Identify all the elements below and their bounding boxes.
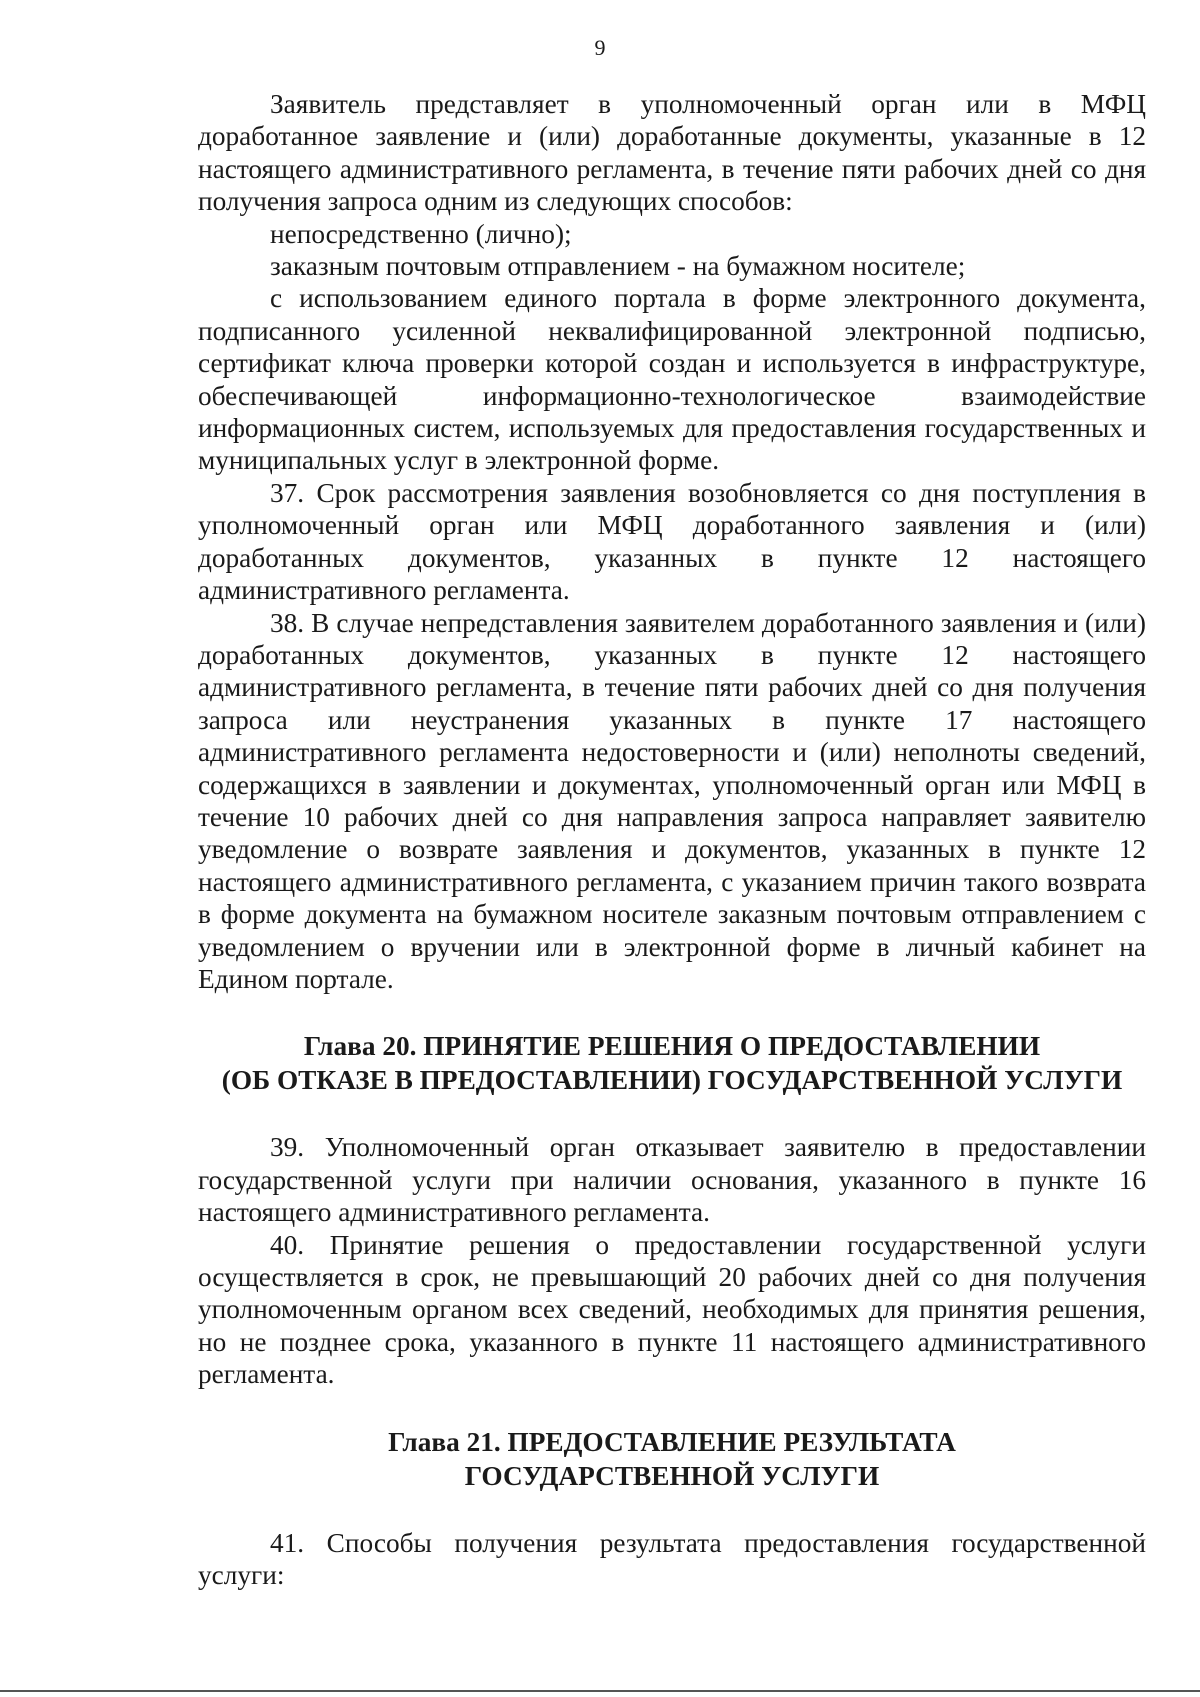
- chapter-21-heading: [198, 1425, 1146, 1493]
- chapter-20-heading-line1: Глава 20. ПРИНЯТИЕ РЕШЕНИЯ О ПРЕДОСТАВЛЕНИИ: [303, 1031, 1041, 1062]
- chapter-21-heading-line1: Глава 21. ПРЕДОСТАВЛЕНИЕ РЕЗУЛЬТАТА: [388, 1426, 956, 1457]
- paragraph-method-portal: с использованием единого портала в форме электронного документа, подписанного усиленной неквалифицированной электронной подписью, сертификат ключа проверки которой создан и используется в инфраструктуре, обеспечивающей информационно-технологическое взаимодействие информационных систем, используемых для предоставления государственных и муниципальных услуг в электронной форме.: [198, 283, 1146, 476]
- chapter-21-heading-line2: ГОСУДАРСТВЕННОЙ УСЛУГИ: [464, 1460, 880, 1491]
- chapter-20-heading: [198, 1029, 1146, 1097]
- paragraph-method-mail: заказным почтовым отправлением - на бумажном носителе;: [270, 251, 966, 282]
- page-number: 9: [594, 35, 606, 60]
- paragraph-41: 41. Способы получения результата предоставления государственной услуги:: [198, 1527, 1146, 1591]
- chapter-20-heading-line2: (ОБ ОТКАЗЕ В ПРЕДОСТАВЛЕНИИ) ГОСУДАРСТВЕННОЙ УСЛУГИ: [221, 1065, 1123, 1096]
- paragraph-40: 40. Принятие решения о предоставлении государственной услуги осуществляется в срок, не превышающий 20 рабочих дней со дня получения уполномоченным органом всех сведений, необходимых для принятия решения, но не позднее срока, указанного в пункте 11 настоящего административного регламента.: [198, 1229, 1146, 1390]
- page-bottom-edge: [0, 1690, 1200, 1692]
- paragraph-37: 37. Срок рассмотрения заявления возобновляется со дня поступления в уполномоченный орган или МФЦ доработанного заявления и (или) доработанных документов, указанных в пункте 12 настоящего административного регламента.: [198, 477, 1146, 606]
- paragraph-submission: Заявитель представляет в уполномоченный орган или в МФЦ доработанное заявление и (или) доработанные документы, указанные в 12 настоящего административного регламента, в течение пяти рабочих дней со дня получения запроса одним из следующих способов:: [198, 89, 1146, 217]
- paragraph-38: 38. В случае непредставления заявителем доработанного заявления и (или) доработанных документов, указанных в пункте 12 настоящего административного регламента, в течение пяти рабочих дней со дня получения запроса или неустранения указанных в пункте 17 настоящего административного регламента недостоверности и (или) неполноты сведений, содержащихся в заявлении и документах, уполномоченный орган или МФЦ в течение 10 рабочих дней со дня направления запроса направляет заявителю уведомление о возврате заявления и документов, указанных в пункте 12 настоящего административного регламента, с указанием причин такого возврата в форме документа на бумажном носителе заказным почтовым отправлением с уведомлением о вручении или в электронной форме в личный кабинет на Едином портале.: [198, 607, 1146, 994]
- document-body: [198, 88, 1146, 1591]
- paragraph-method-in-person: непосредственно (лично);: [270, 218, 572, 249]
- paragraph-39: 39. Уполномоченный орган отказывает заявителю в предоставлении государственной услуги при наличии основания, указанного в пункте 16 настоящего административного регламента.: [198, 1132, 1146, 1228]
